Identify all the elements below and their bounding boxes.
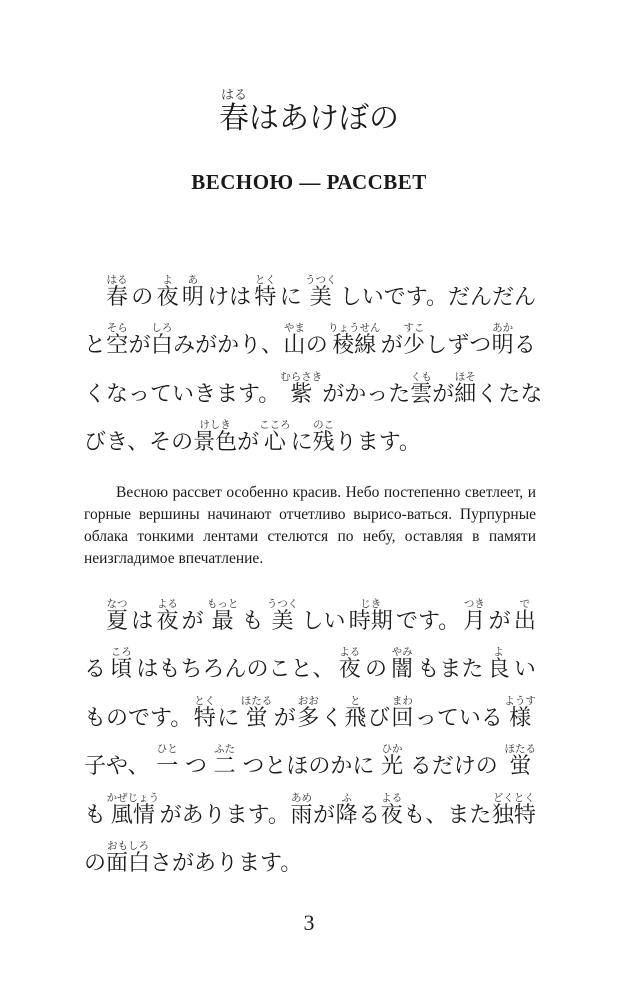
kanji-text: 頃	[110, 657, 133, 682]
kanji-text: 心	[259, 430, 291, 455]
kana-text: く	[320, 705, 343, 731]
furigana: まわ	[391, 694, 414, 707]
ruby-word	[391, 695, 413, 732]
kana-text: です。	[395, 608, 461, 634]
russian-translation: Весною рассвет особенно красив. Небо постепенно светлеет, и горные вершины начинают отчетливо вырисо-ваться. Пурпурные облака тонкими лентами стелются по небу, оставляя в памяти неизгладимое впечатление.	[84, 484, 536, 567]
kana-text: が	[273, 705, 296, 731]
kana-text: が	[488, 608, 511, 634]
kanji-text: 雲	[410, 381, 433, 407]
kana-text: の	[84, 851, 107, 876]
kana-text: くなっていきます。	[84, 381, 281, 407]
kana-text: る	[84, 657, 107, 682]
kana-text: けは	[207, 284, 252, 310]
furigana: やま	[283, 322, 306, 334]
ruby-word	[241, 695, 273, 732]
furigana: どくとく	[491, 791, 536, 804]
kanji-text: 良	[487, 657, 510, 682]
furigana: しろ	[150, 322, 173, 334]
kanji-text: 明	[181, 284, 204, 310]
kana-text: もまた	[417, 657, 484, 682]
kana-text: があります。	[159, 802, 290, 828]
ruby-word	[454, 371, 476, 408]
kana-text: みがかり、	[173, 333, 284, 358]
furigana: こころ	[259, 419, 291, 431]
ruby-word	[259, 419, 291, 456]
japanese-paragraph-summer	[84, 586, 536, 877]
kanji-text: 夜	[338, 657, 361, 682]
kana-text: は	[131, 608, 154, 634]
ruby-word	[182, 274, 204, 311]
text-line	[84, 359, 543, 408]
kanji-text: 少	[403, 333, 426, 358]
kanji-text: 美	[266, 608, 299, 634]
kanji-text: 夏	[106, 608, 129, 634]
kanji-text: 風情	[106, 802, 160, 828]
kanji-text: 多	[297, 705, 320, 731]
kanji-text: 様	[504, 705, 536, 731]
ruby-word	[156, 743, 178, 780]
ruby-word	[151, 322, 173, 359]
kana-text: つ	[184, 754, 207, 779]
kanji-text: 独特	[491, 802, 536, 828]
ruby-word	[410, 371, 432, 408]
kanji-text: 出	[513, 608, 536, 634]
kana-text: が	[128, 333, 151, 358]
ruby-word	[403, 322, 425, 359]
text-line	[84, 829, 536, 878]
kana-text: に	[290, 430, 313, 455]
furigana: とく	[193, 694, 216, 707]
furigana: つき	[463, 597, 486, 610]
kana-text: も	[241, 608, 264, 634]
furigana: ふ	[335, 791, 358, 804]
ruby-word	[207, 598, 239, 635]
furigana: よ	[487, 646, 510, 658]
kanji-text: 二	[213, 754, 236, 779]
kanji-text: 月	[463, 608, 486, 634]
kana-text: つとほのかに	[242, 754, 375, 779]
ruby-word	[313, 419, 335, 456]
title-kana: はあけぼの	[249, 101, 399, 136]
text-line	[84, 635, 536, 684]
furigana: おもしろ	[106, 840, 151, 852]
ruby-word	[106, 840, 150, 877]
kana-text: い	[513, 657, 536, 682]
furigana: よる	[156, 597, 179, 610]
kanji-text: 空	[106, 333, 129, 358]
kana-text: が	[432, 381, 455, 407]
furigana: のこ	[312, 419, 335, 431]
furigana: ひか	[381, 743, 404, 755]
kanji-text: 闇	[391, 657, 414, 682]
kana-text: ります。	[334, 430, 421, 455]
ruby-word	[504, 695, 536, 732]
furigana: ひと	[156, 743, 179, 755]
ruby-word	[106, 322, 128, 359]
kanji-text: 夜	[156, 284, 179, 310]
text-line	[84, 683, 536, 732]
ruby-word	[254, 274, 276, 311]
furigana: ふた	[213, 743, 236, 755]
kana-text: びき、その	[84, 430, 194, 455]
furigana: ほたる	[240, 694, 273, 707]
kanji-text: 最	[206, 608, 239, 634]
kanji-text: 降	[335, 802, 358, 828]
text-line	[84, 780, 536, 829]
page-number: 3	[303, 910, 315, 935]
kanji-text: 面白	[106, 851, 151, 876]
furigana: よる	[380, 791, 403, 804]
kana-text: に	[217, 705, 240, 731]
text-line	[84, 311, 536, 360]
ruby-word	[492, 322, 514, 359]
title-kanji-text: 春	[219, 101, 249, 136]
ruby-word	[214, 743, 236, 780]
ruby-word	[194, 695, 216, 732]
kanji-text: 時期	[348, 608, 393, 634]
ruby-word	[381, 743, 403, 780]
kana-text: っている	[414, 705, 503, 731]
kanji-text: 特	[254, 284, 277, 310]
furigana: ほそ	[454, 370, 477, 383]
ruby-word	[280, 371, 322, 408]
ruby-word	[297, 695, 319, 732]
furigana: あ	[181, 273, 204, 286]
kana-text: び	[367, 705, 390, 731]
kana-text: るだけの	[409, 754, 498, 779]
kanji-text: 蛍	[504, 754, 536, 779]
furigana: じき	[348, 597, 393, 610]
furigana: おお	[297, 694, 320, 707]
kana-text: と	[84, 333, 107, 358]
ruby-word	[344, 695, 366, 732]
text-line	[84, 732, 536, 781]
text-line	[84, 586, 536, 635]
furigana: よる	[338, 646, 361, 658]
kanji-text: 蛍	[240, 705, 273, 731]
ruby-word	[283, 322, 305, 359]
kanji-text: 美	[304, 284, 337, 310]
ruby-word	[504, 743, 536, 780]
ruby-word	[349, 598, 393, 635]
ruby-word	[339, 646, 361, 683]
kana-text: も、また	[403, 802, 492, 828]
kana-text: しずつ	[425, 333, 492, 358]
ruby-word	[328, 322, 381, 359]
kana-text: しいです。だんだん	[339, 284, 536, 310]
furigana: よ	[156, 273, 179, 286]
kana-text: も	[84, 802, 107, 828]
ruby-word	[305, 274, 337, 311]
kanji-text: 細	[454, 381, 477, 407]
kanji-text: 白	[150, 333, 173, 358]
kana-text: が	[181, 608, 204, 634]
kanji-text: 飛	[344, 705, 367, 731]
kanji-text: 春	[106, 284, 129, 310]
title-furigana: はる	[219, 88, 249, 103]
kana-text: る	[358, 802, 381, 828]
kanji-text: 明	[491, 333, 514, 358]
kana-text: の	[364, 657, 387, 682]
furigana: けしき	[193, 419, 238, 431]
kana-text: くたな	[476, 381, 543, 407]
furigana: うつく	[304, 273, 337, 286]
kanji-text: 特	[193, 705, 216, 731]
furigana: ころ	[110, 646, 133, 658]
kanji-text: 夜	[156, 608, 179, 634]
ruby-word	[488, 646, 510, 683]
furigana: ほたる	[504, 743, 536, 755]
furigana: なつ	[106, 597, 128, 610]
furigana: かぜじょう	[106, 791, 160, 804]
kanji-text: 回	[391, 705, 414, 731]
ruby-word	[381, 792, 403, 829]
furigana: うつく	[266, 597, 299, 610]
kanji-text: 夜	[380, 802, 403, 828]
ruby-word	[391, 646, 413, 683]
ruby-word	[156, 598, 178, 635]
ruby-word	[336, 792, 358, 829]
furigana: あか	[491, 322, 514, 334]
furigana: もっと	[206, 597, 239, 610]
kanji-text: 残	[312, 430, 335, 455]
text-line	[84, 408, 536, 457]
kanji-text: 一	[156, 754, 179, 779]
furigana: くも	[410, 370, 433, 383]
kanji-text: 景色	[193, 430, 238, 455]
furigana: はる	[106, 273, 128, 286]
ruby-word	[290, 792, 312, 829]
ruby-word	[106, 274, 128, 311]
furigana: そら	[106, 322, 129, 334]
kanji-text: 稜線	[327, 333, 381, 358]
kana-text: がかった	[322, 381, 411, 407]
furigana: りょうせん	[327, 322, 381, 334]
ruby-word	[193, 419, 237, 456]
furigana: あめ	[290, 791, 313, 804]
ruby-word	[267, 598, 299, 635]
ruby-word	[106, 598, 128, 635]
furigana: とく	[254, 273, 277, 286]
kanji-text: 山	[283, 333, 306, 358]
ruby-word	[463, 598, 485, 635]
kanji-text: 光	[381, 754, 404, 779]
kana-text: さがあります。	[150, 851, 303, 876]
kana-text: はもちろんのこと、	[136, 657, 335, 682]
furigana: やみ	[391, 646, 414, 658]
kana-text: の	[131, 284, 154, 310]
chapter-subtitle: ВЕСНОЮ — РАССВЕТ	[191, 170, 427, 194]
kana-text: が	[237, 430, 260, 455]
chapter-title	[0, 88, 618, 141]
ruby-word	[492, 792, 536, 829]
furigana: と	[344, 694, 367, 707]
furigana: ようす	[504, 694, 536, 707]
kana-text: 子や、	[84, 754, 150, 779]
furigana: むらさき	[280, 370, 323, 383]
kana-text: の	[305, 333, 328, 358]
kana-text: ものです。	[84, 705, 193, 731]
kanji-text: 雨	[290, 802, 313, 828]
furigana: で	[513, 597, 536, 610]
japanese-paragraph-spring	[84, 262, 543, 456]
kana-text: が	[380, 333, 403, 358]
kana-text: しい	[301, 608, 346, 634]
kanji-text: 紫	[280, 381, 323, 407]
ruby-word	[157, 274, 179, 311]
kana-text: る	[513, 333, 536, 358]
ruby-word	[514, 598, 536, 635]
kana-text: が	[313, 802, 336, 828]
text-line	[84, 262, 536, 311]
ruby-word	[107, 792, 160, 829]
kana-text: に	[279, 284, 302, 310]
furigana: すこ	[403, 322, 426, 334]
ruby-word	[110, 646, 132, 683]
title-kanji	[219, 88, 249, 136]
